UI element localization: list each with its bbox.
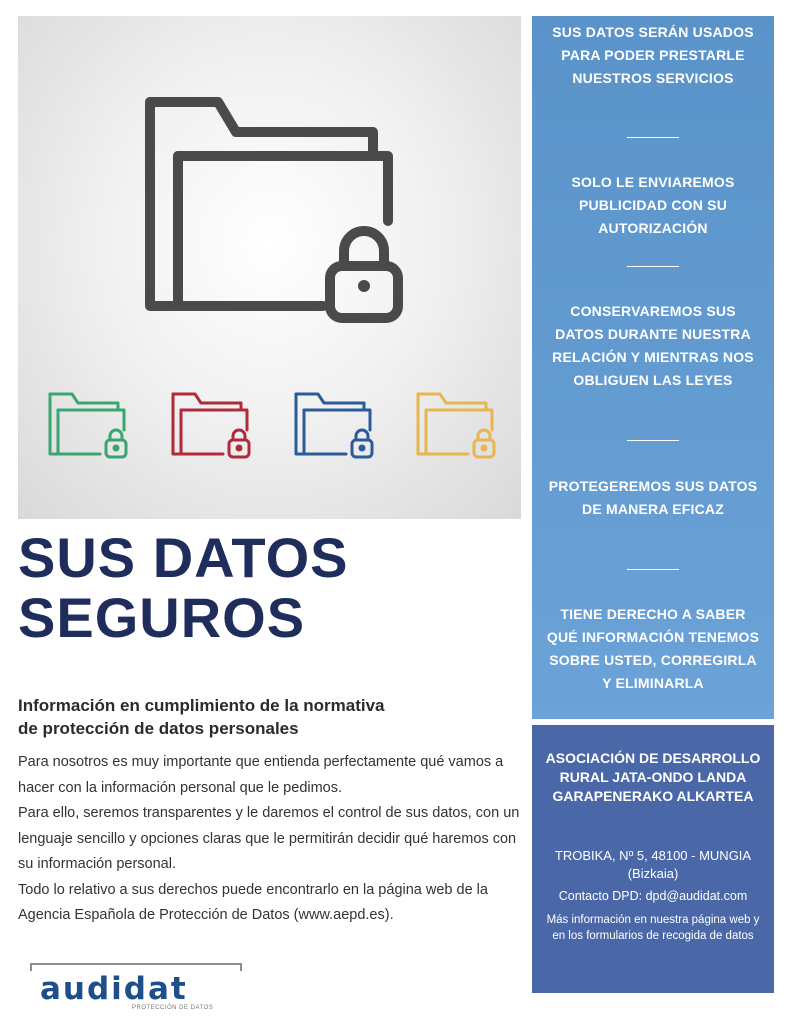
logo-tagline: PROTECCIÓN DE DATOS — [132, 1005, 214, 1011]
red-folder-lock-icon — [173, 394, 249, 457]
intro-text — [18, 750, 523, 929]
more-info: Más información en nuestra página web y en los formularios de recogida de datos — [546, 914, 760, 942]
separator — [627, 266, 679, 267]
page-title — [18, 528, 518, 648]
commitment-item: SUS DATOS SERÁN USADOS PARA PODER PRESTARLE NUESTROS SERVICIOS — [552, 24, 754, 86]
intro-paragraph-3: Todo lo relativo a sus derechos puede encontrarlo en la página web de la Agencia Española de Protección de Datos (www.aepd.es). — [18, 881, 488, 923]
intro-paragraph-2: Para ello, seremos transparentes y le daremos el control de sus datos, con un lenguaje sencillo y opciones claras que le permitirán decidir qué haremos con su información personal. — [18, 805, 520, 872]
commitment-item: SOLO LE ENVIAREMOS PUBLICIDAD CON SU AUTORIZACIÓN — [571, 174, 735, 236]
intro-paragraph-1: Para nosotros es muy importante que entienda perfectamente qué vamos a hacer con la información personal que le pedimos. — [18, 754, 504, 796]
title-line-2: SEGUROS — [18, 586, 306, 649]
blue-folder-lock-icon — [296, 394, 372, 457]
subtitle-line-1: Información en cumplimiento de la normativa — [18, 696, 385, 715]
address: TROBIKA, Nº 5, 48100 - MUNGIA (Bizkaia) — [554, 848, 752, 881]
organization-name: ASOCIACIÓN DE DESARROLLO RURAL JATA-ONDO LANDA GARAPENERAKO ALKARTEA — [545, 750, 761, 804]
title-line-1: SUS DATOS — [18, 526, 349, 589]
commitment-item: TIENE DERECHO A SABER QUÉ INFORMACIÓN TENEMOS SOBRE USTED, CORREGIRLA Y ELIMINARLA — [546, 606, 760, 691]
contact-panel — [532, 725, 774, 993]
commitments-panel — [532, 16, 774, 719]
hero-icons — [18, 16, 521, 519]
yellow-folder-lock-icon — [418, 394, 494, 457]
green-folder-lock-icon — [50, 394, 126, 457]
audidat-logo — [30, 963, 240, 1013]
logo-wordmark: audidat — [40, 971, 188, 1007]
separator — [627, 137, 679, 138]
separator — [627, 569, 679, 570]
logo-frame — [30, 963, 242, 971]
dpd-contact: Contacto DPD: dpd@audidat.com — [558, 889, 748, 903]
commitment-item: CONSERVAREMOS SUS DATOS DURANTE NUESTRA RELACIÓN Y MIENTRAS NOS OBLIGUEN LAS LEYES — [552, 303, 754, 388]
lock-keyhole — [358, 280, 370, 292]
commitment-item: PROTEGEREMOS SUS DATOS DE MANERA EFICAZ — [548, 478, 758, 517]
subtitle — [18, 694, 518, 740]
subtitle-line-2: de protección de datos personales — [18, 719, 299, 738]
hero-illustration — [18, 16, 521, 519]
separator — [627, 440, 679, 441]
